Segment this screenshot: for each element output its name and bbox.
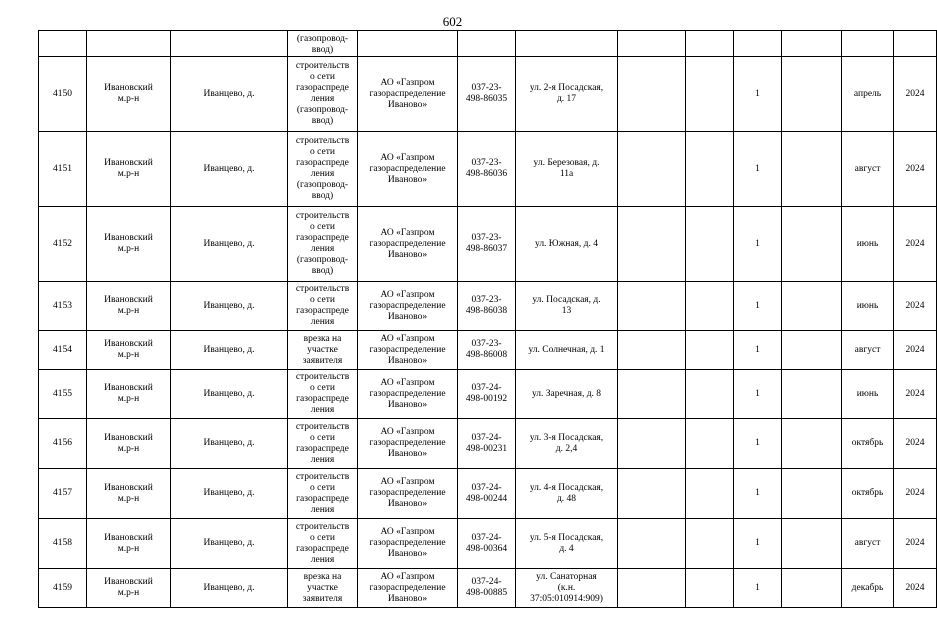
table-row [39,132,937,207]
table-row [39,57,937,132]
cell-code: 037-24- 498-00192 [458,370,516,419]
cell-blank1 [618,469,686,519]
cell-address: ул. Южная, д. 4 [516,207,618,282]
cell-district: Ивановский м.р-н [87,207,171,282]
cell-locality: Иванцево, д. [171,419,288,469]
cell-operator: АО «Газпром газораспределение Иваново» [358,419,458,469]
cell-qty: 1 [734,419,782,469]
cell-blank2 [686,282,734,331]
cell-num: 4151 [39,132,87,207]
cell-district: Ивановский м.р-н [87,569,171,608]
cell-work-type: строительств о сети газораспреде ления (газопровод- ввод) [288,207,358,282]
cell-qty: 1 [734,370,782,419]
cell-num: 4152 [39,207,87,282]
table-row [39,569,937,608]
table-row [39,469,937,519]
cell-qty: 1 [734,57,782,132]
cell-blank2 [686,370,734,419]
cell-code: 037-23- 498-86037 [458,207,516,282]
cell-num: 4158 [39,519,87,569]
cell-blank1 [618,370,686,419]
cell-qty: 1 [734,282,782,331]
cell-locality: Иванцево, д. [171,282,288,331]
cell-operator: АО «Газпром газораспределение Иваново» [358,331,458,370]
cell-operator: АО «Газпром газораспределение Иваново» [358,57,458,132]
cell-blank3 [782,282,842,331]
cell-num: 4157 [39,469,87,519]
cell-address: ул. 2-я Посадская, д. 17 [516,57,618,132]
cell-blank1 [618,207,686,282]
cell-month: июнь [842,282,894,331]
cell-work-type: строительств о сети газораспреде ления [288,370,358,419]
cell-work-type: строительств о сети газораспреде ления [288,469,358,519]
cell-work-type: строительств о сети газораспреде ления (газопровод- ввод) [288,132,358,207]
cell-district: Ивановский м.р-н [87,370,171,419]
cell-month: июнь [842,370,894,419]
cell-blank3 [782,419,842,469]
cell-qty: 1 [734,331,782,370]
cell-year: 2024 [894,469,937,519]
cell-code: 037-23- 498-86035 [458,57,516,132]
cell-operator: АО «Газпром газораспределение Иваново» [358,519,458,569]
page-number: 602 [442,14,463,29]
cell-blank2 [686,419,734,469]
cell-locality: Иванцево, д. [171,207,288,282]
cell-blank3 [782,519,842,569]
table-row [39,419,937,469]
cell-num: 4156 [39,419,87,469]
cell-blank2 [686,207,734,282]
cell-qty: 1 [734,132,782,207]
table-row [39,331,937,370]
cell-year: 2024 [894,282,937,331]
table-row [39,519,937,569]
cell-month: декабрь [842,569,894,608]
cell-month: октябрь [842,419,894,469]
cell-operator: АО «Газпром газораспределение Иваново» [358,569,458,608]
cell-address: ул. 3-я Посадская, д. 2,4 [516,419,618,469]
cell-operator: АО «Газпром газораспределение Иваново» [358,207,458,282]
cell-blank3 [782,207,842,282]
cell-year: 2024 [894,207,937,282]
table-row [39,282,937,331]
cell-code: 037-24- 498-00364 [458,519,516,569]
cell-work-type: строительств о сети газораспреде ления [288,519,358,569]
table-body [39,31,937,608]
cell-month: август [842,331,894,370]
cell-blank1 [618,282,686,331]
cell-year: 2024 [894,419,937,469]
cell-num: 4153 [39,282,87,331]
cell-district: Ивановский м.р-н [87,469,171,519]
cell-district: Ивановский м.р-н [87,282,171,331]
cell-operator: АО «Газпром газораспределение Иваново» [358,469,458,519]
cell-code: 037-24- 498-00244 [458,469,516,519]
cell-work-type: строительств о сети газораспреде ления [288,282,358,331]
cell-operator: АО «Газпром газораспределение Иваново» [358,370,458,419]
cell-address: ул. Посадская, д. 13 [516,282,618,331]
cell-blank1 [618,331,686,370]
cell-code: 037-23- 498-86038 [458,282,516,331]
cell-year: 2024 [894,132,937,207]
cell-year: 2024 [894,519,937,569]
cell-blank3 [782,57,842,132]
cell-locality: Иванцево, д. [171,469,288,519]
cell-locality: Иванцево, д. [171,569,288,608]
cell-address: ул. Березовая, д. 11а [516,132,618,207]
cell-blank1 [618,132,686,207]
cell-blank2 [686,331,734,370]
cell-work-type: врезка на участке заявителя [288,569,358,608]
cell-month: октябрь [842,469,894,519]
continuation-work-type: (газопровод- ввод) [288,31,358,57]
cell-code: 037-24- 498-00885 [458,569,516,608]
cell-num: 4150 [39,57,87,132]
cell-district: Ивановский м.р-н [87,419,171,469]
cell-month: апрель [842,57,894,132]
cell-code: 037-23- 498-86008 [458,331,516,370]
table-row [39,370,937,419]
cell-year: 2024 [894,569,937,608]
cell-locality: Иванцево, д. [171,57,288,132]
cell-qty: 1 [734,469,782,519]
cell-blank1 [618,519,686,569]
cell-qty: 1 [734,519,782,569]
cell-work-type: врезка на участке заявителя [288,331,358,370]
cell-blank1 [618,419,686,469]
registry-table [38,30,937,608]
cell-month: июнь [842,207,894,282]
cell-qty: 1 [734,207,782,282]
cell-locality: Иванцево, д. [171,331,288,370]
cell-year: 2024 [894,331,937,370]
cell-month: август [842,519,894,569]
cell-qty: 1 [734,569,782,608]
cell-work-type: строительств о сети газораспреде ления (газопровод- ввод) [288,57,358,132]
cell-blank2 [686,469,734,519]
cell-address: ул. Заречная, д. 8 [516,370,618,419]
cell-blank2 [686,569,734,608]
cell-district: Ивановский м.р-н [87,57,171,132]
cell-locality: Иванцево, д. [171,132,288,207]
cell-num: 4154 [39,331,87,370]
cell-year: 2024 [894,370,937,419]
cell-blank3 [782,469,842,519]
cell-address: ул. 5-я Посадская, д. 4 [516,519,618,569]
cell-num: 4159 [39,569,87,608]
cell-blank2 [686,519,734,569]
cell-locality: Иванцево, д. [171,519,288,569]
cell-blank2 [686,57,734,132]
cell-code: 037-23- 498-86036 [458,132,516,207]
cell-address: ул. Санаторная (к.н. 37:05:010914:909) [516,569,618,608]
cell-year: 2024 [894,57,937,132]
continuation-row [39,31,937,57]
cell-locality: Иванцево, д. [171,370,288,419]
cell-code: 037-24- 498-00231 [458,419,516,469]
cell-blank2 [686,132,734,207]
table-row [39,207,937,282]
cell-address: ул. Солнечная, д. 1 [516,331,618,370]
cell-district: Ивановский м.р-н [87,132,171,207]
cell-blank3 [782,331,842,370]
cell-district: Ивановский м.р-н [87,519,171,569]
cell-operator: АО «Газпром газораспределение Иваново» [358,132,458,207]
cell-month: август [842,132,894,207]
cell-district: Ивановский м.р-н [87,331,171,370]
cell-num: 4155 [39,370,87,419]
cell-blank3 [782,370,842,419]
cell-blank3 [782,569,842,608]
cell-blank3 [782,132,842,207]
cell-address: ул. 4-я Посадская, д. 48 [516,469,618,519]
cell-blank1 [618,569,686,608]
cell-operator: АО «Газпром газораспределение Иваново» [358,282,458,331]
cell-work-type: строительств о сети газораспреде ления [288,419,358,469]
cell-blank1 [618,57,686,132]
